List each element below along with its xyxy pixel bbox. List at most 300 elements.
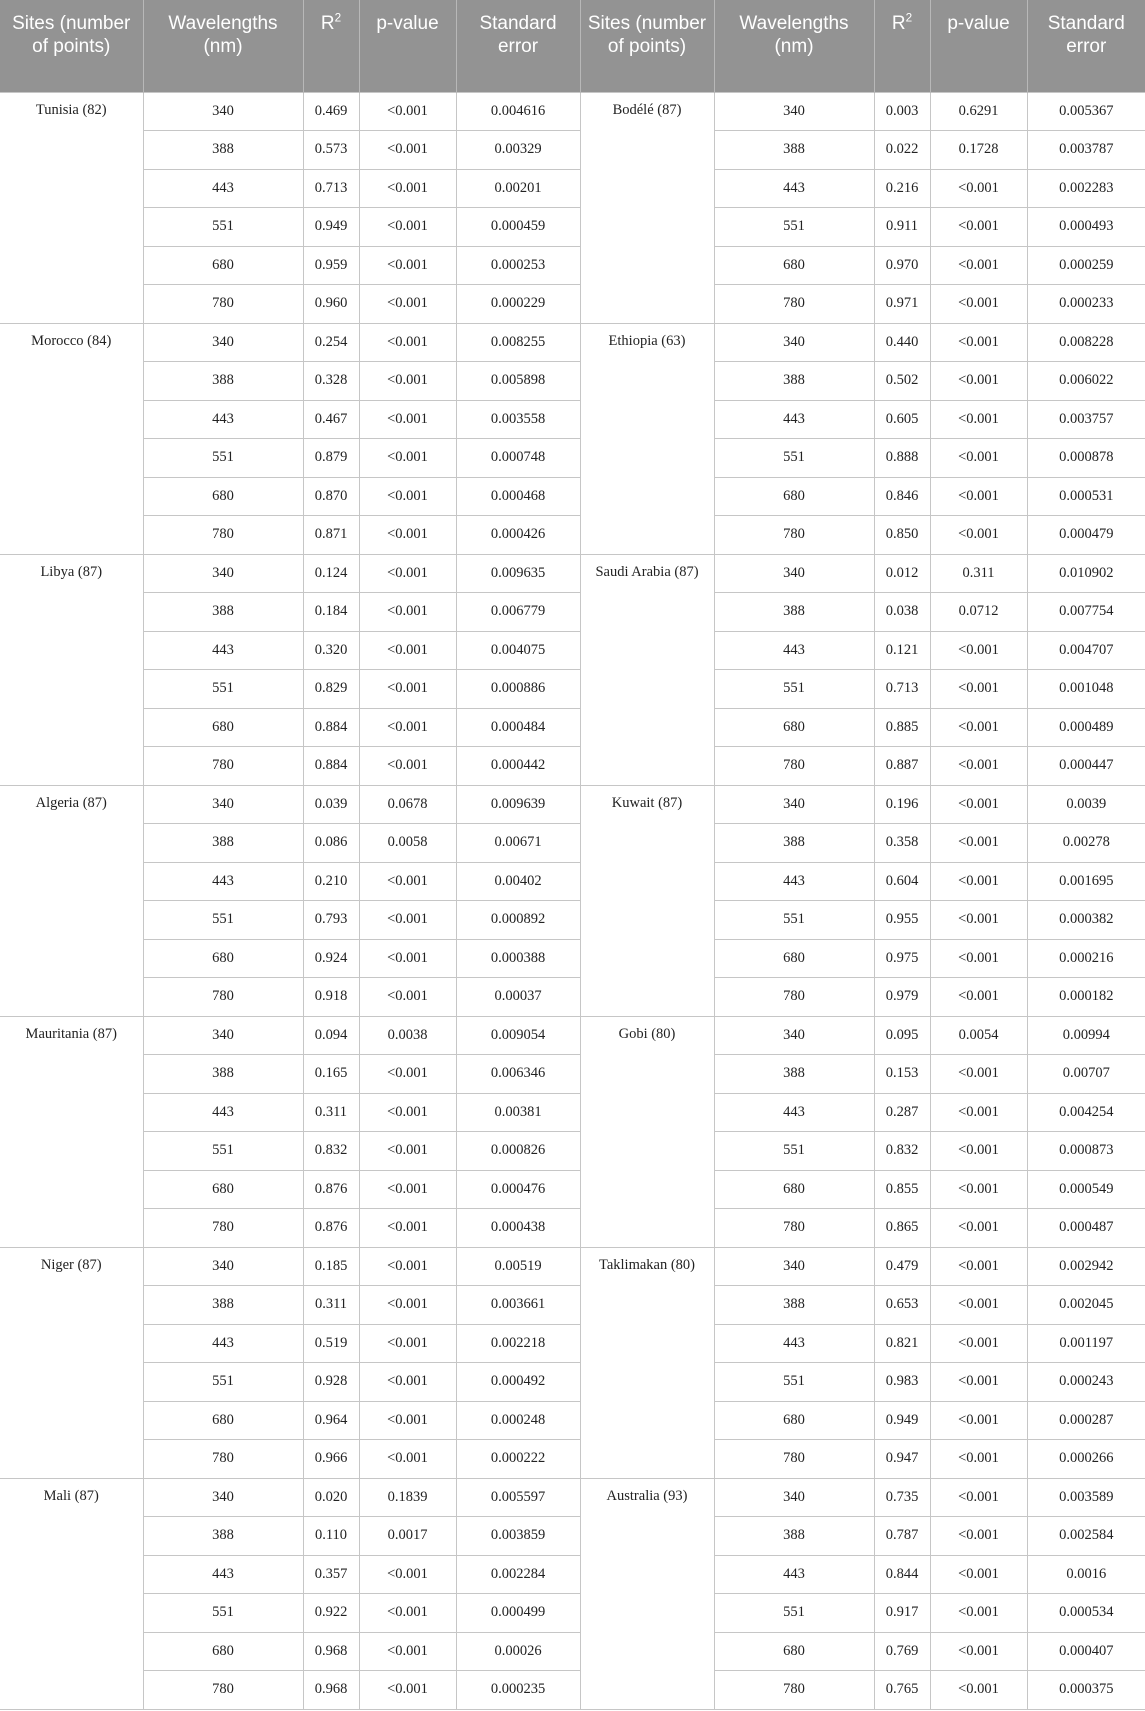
pvalue-cell: <0.001	[359, 1209, 456, 1248]
table-row	[0, 978, 1145, 1017]
wavelength-cell: 443	[714, 169, 874, 208]
stderr-cell: 0.00329	[456, 131, 580, 170]
stderr-cell: 0.002584	[1027, 1517, 1145, 1556]
header-r2	[874, 0, 930, 92]
header-stderr: Standard error	[1027, 0, 1145, 92]
stderr-cell: 0.004707	[1027, 631, 1145, 670]
wavelength-cell: 340	[714, 1016, 874, 1055]
stderr-cell: 0.009054	[456, 1016, 580, 1055]
r2-cell: 0.311	[303, 1093, 359, 1132]
table-row	[0, 439, 1145, 478]
stderr-cell: 0.000892	[456, 901, 580, 940]
table-row	[0, 1594, 1145, 1633]
pvalue-cell: 0.6291	[930, 92, 1027, 131]
r2-cell: 0.829	[303, 670, 359, 709]
r2-cell: 0.832	[874, 1132, 930, 1171]
r2-cell: 0.850	[874, 516, 930, 555]
pvalue-cell: <0.001	[359, 1055, 456, 1094]
table-row	[0, 477, 1145, 516]
header-r2-base: R	[891, 13, 906, 34]
table-row	[0, 939, 1145, 978]
pvalue-cell: <0.001	[930, 1517, 1027, 1556]
r2-cell: 0.979	[874, 978, 930, 1017]
header-pvalue: p-value	[930, 0, 1027, 92]
table-row	[0, 824, 1145, 863]
stderr-cell: 0.000489	[1027, 708, 1145, 747]
pvalue-cell: <0.001	[359, 208, 456, 247]
pvalue-cell: <0.001	[359, 516, 456, 555]
table-row	[0, 1363, 1145, 1402]
pvalue-cell: <0.001	[930, 1055, 1027, 1094]
table-row	[0, 1286, 1145, 1325]
r2-cell: 0.604	[874, 862, 930, 901]
r2-cell: 0.887	[874, 747, 930, 786]
table-row	[0, 554, 1145, 593]
r2-cell: 0.184	[303, 593, 359, 632]
table-row	[0, 131, 1145, 170]
header-stderr: Standard error	[456, 0, 580, 92]
pvalue-cell: <0.001	[930, 708, 1027, 747]
table-row	[0, 285, 1145, 324]
table-row	[0, 1055, 1145, 1094]
table-row	[0, 400, 1145, 439]
wavelength-cell: 340	[714, 554, 874, 593]
stderr-cell: 0.000253	[456, 246, 580, 285]
pvalue-cell: <0.001	[359, 1632, 456, 1671]
stderr-cell: 0.000382	[1027, 901, 1145, 940]
stderr-cell: 0.005597	[456, 1478, 580, 1517]
stderr-cell: 0.002283	[1027, 169, 1145, 208]
pvalue-cell: <0.001	[359, 1671, 456, 1710]
pvalue-cell: <0.001	[359, 246, 456, 285]
table-row	[0, 1324, 1145, 1363]
wavelength-cell: 680	[143, 1401, 303, 1440]
wavelength-cell: 388	[714, 1517, 874, 1556]
table-row	[0, 1517, 1145, 1556]
pvalue-cell: <0.001	[930, 1363, 1027, 1402]
table-row	[0, 169, 1145, 208]
r2-cell: 0.885	[874, 708, 930, 747]
r2-cell: 0.110	[303, 1517, 359, 1556]
table-row	[0, 1632, 1145, 1671]
table-row	[0, 747, 1145, 786]
pvalue-cell: <0.001	[930, 747, 1027, 786]
wavelength-cell: 551	[143, 901, 303, 940]
r2-cell: 0.870	[303, 477, 359, 516]
pvalue-cell: <0.001	[359, 1170, 456, 1209]
pvalue-cell: <0.001	[359, 439, 456, 478]
wavelength-cell: 388	[714, 1286, 874, 1325]
pvalue-cell: <0.001	[359, 362, 456, 401]
r2-cell: 0.832	[303, 1132, 359, 1171]
wavelength-cell: 551	[143, 1132, 303, 1171]
pvalue-cell: <0.001	[359, 1247, 456, 1286]
stderr-cell: 0.000442	[456, 747, 580, 786]
stderr-cell: 0.003558	[456, 400, 580, 439]
stderr-cell: 0.001048	[1027, 670, 1145, 709]
r2-cell: 0.966	[303, 1440, 359, 1479]
pvalue-cell: <0.001	[359, 1401, 456, 1440]
r2-cell: 0.911	[874, 208, 930, 247]
wavelength-cell: 340	[143, 1247, 303, 1286]
pvalue-cell: <0.001	[359, 1363, 456, 1402]
r2-cell: 0.357	[303, 1555, 359, 1594]
header-r2-sup: 2	[905, 11, 913, 25]
pvalue-cell: <0.001	[930, 978, 1027, 1017]
stderr-cell: 0.000259	[1027, 246, 1145, 285]
stderr-cell: 0.000243	[1027, 1363, 1145, 1402]
table-row	[0, 208, 1145, 247]
wavelength-cell: 551	[714, 670, 874, 709]
r2-cell: 0.124	[303, 554, 359, 593]
header-r2-sup: 2	[334, 11, 342, 25]
r2-cell: 0.918	[303, 978, 359, 1017]
pvalue-cell: <0.001	[930, 1247, 1027, 1286]
r2-cell: 0.949	[874, 1401, 930, 1440]
wavelength-cell: 780	[143, 516, 303, 555]
stderr-cell: 0.000479	[1027, 516, 1145, 555]
r2-cell: 0.086	[303, 824, 359, 863]
pvalue-cell: <0.001	[930, 285, 1027, 324]
stderr-cell: 0.008228	[1027, 323, 1145, 362]
stderr-cell: 0.003787	[1027, 131, 1145, 170]
r2-cell: 0.653	[874, 1286, 930, 1325]
r2-cell: 0.949	[303, 208, 359, 247]
r2-cell: 0.605	[874, 400, 930, 439]
stderr-cell: 0.000233	[1027, 285, 1145, 324]
stderr-cell: 0.000447	[1027, 747, 1145, 786]
pvalue-cell: <0.001	[359, 978, 456, 1017]
pvalue-cell: 0.1839	[359, 1478, 456, 1517]
stderr-cell: 0.000248	[456, 1401, 580, 1440]
wavelength-cell: 780	[143, 285, 303, 324]
r2-cell: 0.328	[303, 362, 359, 401]
site-cell: Gobi (80)	[580, 1016, 714, 1247]
site-cell: Tunisia (82)	[0, 92, 143, 323]
stderr-cell: 0.000499	[456, 1594, 580, 1633]
stderr-cell: 0.000287	[1027, 1401, 1145, 1440]
stderr-cell: 0.001695	[1027, 862, 1145, 901]
wavelength-cell: 680	[714, 939, 874, 978]
pvalue-cell: <0.001	[359, 670, 456, 709]
r2-cell: 0.765	[874, 1671, 930, 1710]
wavelength-cell: 388	[714, 824, 874, 863]
wavelength-cell: 780	[143, 978, 303, 1017]
wavelength-cell: 340	[714, 785, 874, 824]
table-body	[0, 92, 1145, 1709]
pvalue-cell: <0.001	[930, 208, 1027, 247]
r2-cell: 0.983	[874, 1363, 930, 1402]
r2-cell: 0.121	[874, 631, 930, 670]
pvalue-cell: 0.0054	[930, 1016, 1027, 1055]
site-cell: Kuwait (87)	[580, 785, 714, 1016]
table-row	[0, 1170, 1145, 1209]
table-row	[0, 1478, 1145, 1517]
r2-cell: 0.022	[874, 131, 930, 170]
stderr-cell: 0.002942	[1027, 1247, 1145, 1286]
table-row	[0, 1247, 1145, 1286]
r2-cell: 0.964	[303, 1401, 359, 1440]
pvalue-cell: <0.001	[930, 169, 1027, 208]
wavelength-cell: 388	[714, 1055, 874, 1094]
site-cell: Algeria (87)	[0, 785, 143, 1016]
wavelength-cell: 551	[714, 901, 874, 940]
wavelength-cell: 680	[714, 246, 874, 285]
r2-cell: 0.922	[303, 1594, 359, 1633]
r2-cell: 0.955	[874, 901, 930, 940]
stderr-cell: 0.000266	[1027, 1440, 1145, 1479]
r2-cell: 0.917	[874, 1594, 930, 1633]
site-cell: Mauritania (87)	[0, 1016, 143, 1247]
pvalue-cell: <0.001	[930, 362, 1027, 401]
table-row	[0, 1093, 1145, 1132]
stderr-cell: 0.000873	[1027, 1132, 1145, 1171]
wavelength-cell: 780	[714, 285, 874, 324]
stderr-cell: 0.000375	[1027, 1671, 1145, 1710]
table-row	[0, 92, 1145, 131]
table-row	[0, 1132, 1145, 1171]
header-sites: Sites (number of points)	[0, 0, 143, 92]
stderr-cell: 0.000438	[456, 1209, 580, 1248]
wavelength-cell: 443	[143, 400, 303, 439]
pvalue-cell: 0.0038	[359, 1016, 456, 1055]
header-wavelengths: Wavelengths (nm)	[714, 0, 874, 92]
wavelength-cell: 443	[143, 1093, 303, 1132]
wavelength-cell: 443	[143, 1555, 303, 1594]
wavelength-cell: 388	[143, 1286, 303, 1325]
stderr-cell: 0.001197	[1027, 1324, 1145, 1363]
wavelength-cell: 680	[143, 246, 303, 285]
wavelength-cell: 388	[143, 131, 303, 170]
stderr-cell: 0.000182	[1027, 978, 1145, 1017]
wavelength-cell: 551	[714, 1132, 874, 1171]
pvalue-cell: <0.001	[930, 1401, 1027, 1440]
stderr-cell: 0.000459	[456, 208, 580, 247]
wavelength-cell: 551	[143, 1594, 303, 1633]
wavelength-cell: 443	[714, 1324, 874, 1363]
table-row	[0, 516, 1145, 555]
wavelength-cell: 780	[714, 1209, 874, 1248]
pvalue-cell: <0.001	[930, 1093, 1027, 1132]
stderr-cell: 0.008255	[456, 323, 580, 362]
table-row	[0, 708, 1145, 747]
r2-cell: 0.210	[303, 862, 359, 901]
wavelength-cell: 443	[143, 631, 303, 670]
wavelength-cell: 443	[143, 169, 303, 208]
pvalue-cell: <0.001	[930, 1671, 1027, 1710]
r2-cell: 0.846	[874, 477, 930, 516]
wavelength-cell: 680	[714, 1401, 874, 1440]
wavelength-cell: 780	[143, 1209, 303, 1248]
pvalue-cell: <0.001	[930, 1594, 1027, 1633]
r2-cell: 0.095	[874, 1016, 930, 1055]
wavelength-cell: 388	[143, 1055, 303, 1094]
stderr-cell: 0.003661	[456, 1286, 580, 1325]
r2-cell: 0.876	[303, 1170, 359, 1209]
r2-cell: 0.876	[303, 1209, 359, 1248]
wavelength-cell: 780	[714, 1440, 874, 1479]
header-wavelengths: Wavelengths (nm)	[143, 0, 303, 92]
r2-cell: 0.012	[874, 554, 930, 593]
stderr-cell: 0.004075	[456, 631, 580, 670]
pvalue-cell: <0.001	[930, 785, 1027, 824]
pvalue-cell: 0.0017	[359, 1517, 456, 1556]
pvalue-cell: <0.001	[359, 901, 456, 940]
pvalue-cell: <0.001	[930, 516, 1027, 555]
wavelength-cell: 551	[143, 1363, 303, 1402]
stderr-cell: 0.000534	[1027, 1594, 1145, 1633]
wavelength-cell: 443	[714, 862, 874, 901]
site-cell: Australia (93)	[580, 1478, 714, 1709]
stderr-cell: 0.000426	[456, 516, 580, 555]
wavelength-cell: 443	[714, 1093, 874, 1132]
header-sites: Sites (number of points)	[580, 0, 714, 92]
site-cell: Libya (87)	[0, 554, 143, 785]
r2-cell: 0.769	[874, 1632, 930, 1671]
stderr-cell: 0.000476	[456, 1170, 580, 1209]
pvalue-cell: <0.001	[930, 862, 1027, 901]
pvalue-cell: <0.001	[930, 631, 1027, 670]
r2-cell: 0.003	[874, 92, 930, 131]
table-row	[0, 1016, 1145, 1055]
stderr-cell: 0.002218	[456, 1324, 580, 1363]
wavelength-cell: 680	[714, 1632, 874, 1671]
stderr-cell: 0.00026	[456, 1632, 580, 1671]
r2-cell: 0.968	[303, 1671, 359, 1710]
stderr-cell: 0.009639	[456, 785, 580, 824]
wavelength-cell: 551	[714, 439, 874, 478]
stderr-cell: 0.002284	[456, 1555, 580, 1594]
pvalue-cell: <0.001	[359, 631, 456, 670]
wavelength-cell: 340	[714, 323, 874, 362]
stderr-cell: 0.000484	[456, 708, 580, 747]
wavelength-cell: 680	[714, 1170, 874, 1209]
pvalue-cell: <0.001	[930, 824, 1027, 863]
r2-cell: 0.153	[874, 1055, 930, 1094]
wavelength-cell: 780	[714, 747, 874, 786]
r2-cell: 0.793	[303, 901, 359, 940]
pvalue-cell: <0.001	[930, 1132, 1027, 1171]
pvalue-cell: <0.001	[359, 92, 456, 131]
pvalue-cell: <0.001	[930, 439, 1027, 478]
r2-cell: 0.440	[874, 323, 930, 362]
stderr-cell: 0.0039	[1027, 785, 1145, 824]
pvalue-cell: <0.001	[930, 1286, 1027, 1325]
table-row	[0, 1555, 1145, 1594]
pvalue-cell: <0.001	[359, 1324, 456, 1363]
wavelength-cell: 780	[143, 747, 303, 786]
table-row	[0, 1440, 1145, 1479]
r2-cell: 0.735	[874, 1478, 930, 1517]
wavelength-cell: 388	[143, 1517, 303, 1556]
wavelength-cell: 340	[714, 1478, 874, 1517]
r2-cell: 0.871	[303, 516, 359, 555]
r2-cell: 0.884	[303, 747, 359, 786]
wavelength-cell: 443	[714, 400, 874, 439]
r2-cell: 0.479	[874, 1247, 930, 1286]
stderr-cell: 0.000748	[456, 439, 580, 478]
r2-cell: 0.185	[303, 1247, 359, 1286]
r2-cell: 0.924	[303, 939, 359, 978]
r2-cell: 0.320	[303, 631, 359, 670]
table-row	[0, 593, 1145, 632]
pvalue-cell: <0.001	[359, 862, 456, 901]
wavelength-cell: 551	[714, 208, 874, 247]
wavelength-cell: 680	[143, 1170, 303, 1209]
wavelength-cell: 443	[143, 1324, 303, 1363]
pvalue-cell: <0.001	[359, 131, 456, 170]
wavelength-cell: 443	[714, 631, 874, 670]
r2-cell: 0.960	[303, 285, 359, 324]
stderr-cell: 0.004616	[456, 92, 580, 131]
table-row	[0, 1671, 1145, 1710]
wavelength-cell: 340	[143, 1016, 303, 1055]
r2-cell: 0.844	[874, 1555, 930, 1594]
r2-cell: 0.094	[303, 1016, 359, 1055]
r2-cell: 0.787	[874, 1517, 930, 1556]
wavelength-cell: 680	[143, 1632, 303, 1671]
stderr-cell: 0.003757	[1027, 400, 1145, 439]
r2-cell: 0.713	[874, 670, 930, 709]
wavelength-cell: 780	[143, 1671, 303, 1710]
wavelength-cell: 443	[714, 1555, 874, 1594]
stderr-cell: 0.000531	[1027, 477, 1145, 516]
header-row	[0, 0, 1145, 92]
site-cell: Niger (87)	[0, 1247, 143, 1478]
stderr-cell: 0.005367	[1027, 92, 1145, 131]
r2-cell: 0.020	[303, 1478, 359, 1517]
wavelength-cell: 551	[714, 1363, 874, 1402]
r2-cell: 0.196	[874, 785, 930, 824]
wavelength-cell: 680	[143, 477, 303, 516]
wavelength-cell: 340	[143, 785, 303, 824]
r2-cell: 0.821	[874, 1324, 930, 1363]
r2-cell: 0.254	[303, 323, 359, 362]
pvalue-cell: <0.001	[930, 1324, 1027, 1363]
pvalue-cell: <0.001	[930, 477, 1027, 516]
pvalue-cell: <0.001	[930, 939, 1027, 978]
table-row	[0, 323, 1145, 362]
stderr-cell: 0.000235	[456, 1671, 580, 1710]
wavelength-cell: 551	[143, 670, 303, 709]
wavelength-cell: 780	[714, 978, 874, 1017]
r2-cell: 0.865	[874, 1209, 930, 1248]
stderr-cell: 0.000493	[1027, 208, 1145, 247]
r2-cell: 0.311	[303, 1286, 359, 1325]
table-row	[0, 631, 1145, 670]
r2-cell: 0.502	[874, 362, 930, 401]
header-r2-base: R	[320, 13, 335, 34]
wavelength-cell: 680	[714, 477, 874, 516]
stderr-cell: 0.010902	[1027, 554, 1145, 593]
stderr-cell: 0.003859	[456, 1517, 580, 1556]
wavelength-cell: 780	[714, 1671, 874, 1710]
pvalue-cell: <0.001	[359, 1555, 456, 1594]
stderr-cell: 0.006779	[456, 593, 580, 632]
table-row	[0, 785, 1145, 824]
r2-cell: 0.968	[303, 1632, 359, 1671]
r2-cell: 0.971	[874, 285, 930, 324]
r2-cell: 0.358	[874, 824, 930, 863]
wavelength-cell: 680	[143, 939, 303, 978]
stderr-cell: 0.009635	[456, 554, 580, 593]
r2-cell: 0.947	[874, 1440, 930, 1479]
pvalue-cell: <0.001	[359, 1286, 456, 1325]
r2-cell: 0.287	[874, 1093, 930, 1132]
stderr-cell: 0.00381	[456, 1093, 580, 1132]
table-row	[0, 246, 1145, 285]
pvalue-cell: <0.001	[930, 323, 1027, 362]
